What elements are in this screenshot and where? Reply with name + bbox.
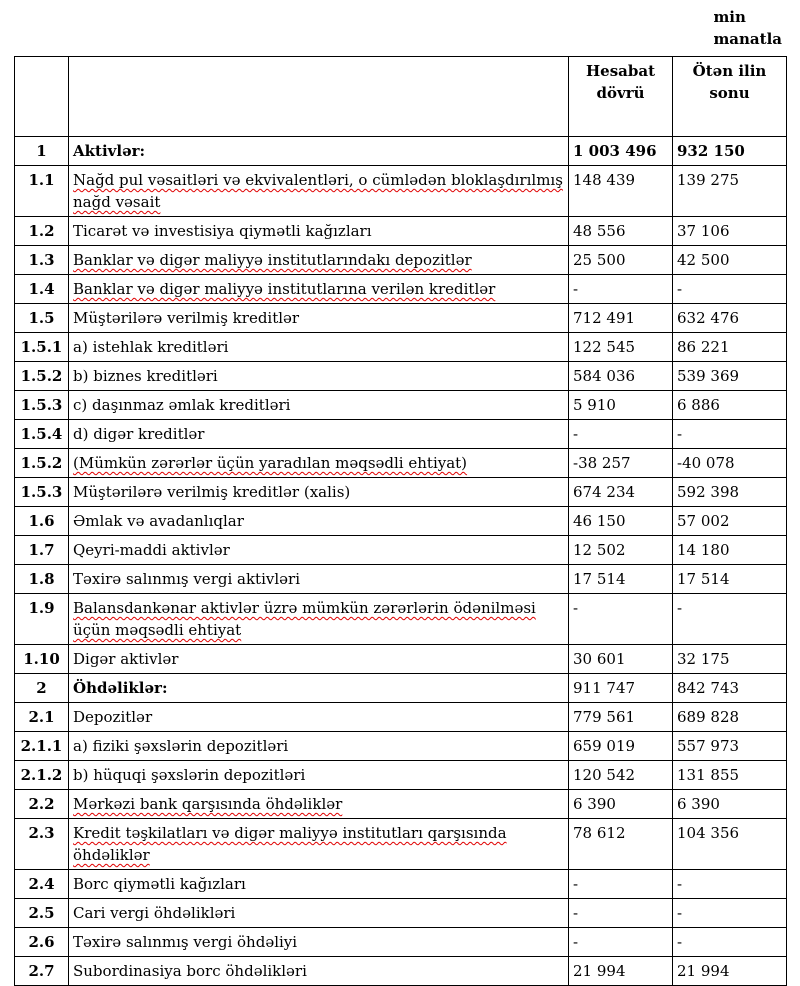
- table-row: [15, 674, 787, 703]
- row-previous-value: 539 369: [673, 362, 787, 391]
- row-previous-value: -: [673, 928, 787, 957]
- row-description: Təxirə salınmış vergi öhdəliyi: [69, 928, 569, 957]
- table-row: [15, 478, 787, 507]
- header-cell-number: [15, 57, 69, 137]
- table-row: [15, 703, 787, 732]
- row-previous-value: -: [673, 870, 787, 899]
- row-current-value: -: [569, 594, 673, 645]
- table-row: [15, 333, 787, 362]
- header-cell-end-of-last-year: Ötən ilin sonu: [673, 57, 787, 137]
- row-previous-value: 14 180: [673, 536, 787, 565]
- misspelled-text: Banklar və digər maliyyə institutlarındakı depozitlər: [73, 251, 472, 269]
- table-row: [15, 507, 787, 536]
- row-description: d) digər kreditlər: [69, 420, 569, 449]
- row-current-value: 5 910: [569, 391, 673, 420]
- row-previous-value: 6 886: [673, 391, 787, 420]
- misspelled-text: Nağd pul vəsaitləri və ekvivalentləri, o cümlədən bloklaşdırılmış nağd vəsait: [73, 171, 563, 211]
- row-description: b) hüquqi şəxslərin depozitləri: [69, 761, 569, 790]
- table-row: [15, 275, 787, 304]
- row-previous-value: 21 994: [673, 957, 787, 986]
- row-current-value: -: [569, 928, 673, 957]
- row-previous-value: 104 356: [673, 819, 787, 870]
- table-row: [15, 957, 787, 986]
- row-number: 1: [15, 137, 69, 166]
- table-row: [15, 391, 787, 420]
- row-number: 1.7: [15, 536, 69, 565]
- row-previous-value: 17 514: [673, 565, 787, 594]
- row-number: 2.1: [15, 703, 69, 732]
- table-row: [15, 819, 787, 870]
- row-number: 2.1.1: [15, 732, 69, 761]
- row-current-value: 48 556: [569, 217, 673, 246]
- table-row: [15, 304, 787, 333]
- row-number: 2.2: [15, 790, 69, 819]
- table-row: [15, 899, 787, 928]
- misspelled-text: (Mümkün zərərlər üçün yaradılan məqsədli ehtiyat): [73, 454, 468, 472]
- row-description: Cari vergi öhdəlikləri: [69, 899, 569, 928]
- row-current-value: 779 561: [569, 703, 673, 732]
- row-description: Öhdəliklər:: [69, 674, 569, 703]
- row-description: Qeyri-maddi aktivlər: [69, 536, 569, 565]
- row-previous-value: 131 855: [673, 761, 787, 790]
- row-description: [69, 790, 569, 819]
- row-current-value: 30 601: [569, 645, 673, 674]
- row-current-value: 712 491: [569, 304, 673, 333]
- row-description: [69, 819, 569, 870]
- row-number: 2.4: [15, 870, 69, 899]
- row-previous-value: 6 390: [673, 790, 787, 819]
- header-cell-description: [69, 57, 569, 137]
- row-description: Təxirə salınmış vergi aktivləri: [69, 565, 569, 594]
- row-description: Ticarət və investisiya qiymətli kağızları: [69, 217, 569, 246]
- table-row: [15, 217, 787, 246]
- row-description: Müştərilərə verilmiş kreditlər: [69, 304, 569, 333]
- row-current-value: 6 390: [569, 790, 673, 819]
- misspelled-text: Banklar və digər maliyyə institutlarına verilən kreditlər: [73, 280, 496, 298]
- row-current-value: 120 542: [569, 761, 673, 790]
- misspelled-text: Balansdankənar aktivlər üzrə mümkün zərərlərin ödənilməsi üçün məqsədli ehtiyat: [73, 599, 536, 639]
- table-body: [15, 137, 787, 986]
- row-current-value: 17 514: [569, 565, 673, 594]
- row-description: Əmlak və avadanlıqlar: [69, 507, 569, 536]
- table-row: [15, 565, 787, 594]
- row-description: [69, 594, 569, 645]
- table-row: [15, 928, 787, 957]
- row-previous-value: 139 275: [673, 166, 787, 217]
- row-description: [69, 246, 569, 275]
- table-row: [15, 790, 787, 819]
- row-number: 2: [15, 674, 69, 703]
- row-description: Borc qiymətli kağızları: [69, 870, 569, 899]
- unit-note: [713, 0, 782, 50]
- row-number: 1.5.4: [15, 420, 69, 449]
- row-number: 2.1.2: [15, 761, 69, 790]
- row-description: b) biznes kreditləri: [69, 362, 569, 391]
- row-description: a) fiziki şəxslərin depozitləri: [69, 732, 569, 761]
- row-previous-value: -: [673, 594, 787, 645]
- table-row: [15, 761, 787, 790]
- row-current-value: 122 545: [569, 333, 673, 362]
- row-current-value: 911 747: [569, 674, 673, 703]
- row-previous-value: 842 743: [673, 674, 787, 703]
- row-previous-value: -: [673, 899, 787, 928]
- row-description: Depozitlər: [69, 703, 569, 732]
- row-number: 1.1: [15, 166, 69, 217]
- misspelled-text: Mərkəzi bank qarşısında öhdəliklər: [73, 795, 343, 813]
- row-current-value: 12 502: [569, 536, 673, 565]
- table-row: [15, 536, 787, 565]
- row-description: [69, 166, 569, 217]
- row-number: 1.2: [15, 217, 69, 246]
- row-number: 2.6: [15, 928, 69, 957]
- row-description: Subordinasiya borc öhdəlikləri: [69, 957, 569, 986]
- table-header: [15, 57, 787, 137]
- row-previous-value: 86 221: [673, 333, 787, 362]
- row-current-value: -: [569, 275, 673, 304]
- unit-note-line1: min: [713, 8, 746, 26]
- header-cell-reporting-period: Hesabat dövrü: [569, 57, 673, 137]
- row-current-value: 46 150: [569, 507, 673, 536]
- row-number: 1.5.2: [15, 362, 69, 391]
- row-previous-value: 632 476: [673, 304, 787, 333]
- row-number: 2.3: [15, 819, 69, 870]
- row-previous-value: 557 973: [673, 732, 787, 761]
- row-current-value: 659 019: [569, 732, 673, 761]
- table-row: [15, 420, 787, 449]
- row-current-value: 148 439: [569, 166, 673, 217]
- row-number: 1.5.3: [15, 391, 69, 420]
- table-row: [15, 137, 787, 166]
- row-current-value: 674 234: [569, 478, 673, 507]
- row-description: Aktivlər:: [69, 137, 569, 166]
- table-row: [15, 362, 787, 391]
- table-row: [15, 870, 787, 899]
- row-previous-value: 42 500: [673, 246, 787, 275]
- row-number: 2.5: [15, 899, 69, 928]
- row-previous-value: 37 106: [673, 217, 787, 246]
- row-number: 1.5.3: [15, 478, 69, 507]
- row-previous-value: 57 002: [673, 507, 787, 536]
- row-current-value: -: [569, 899, 673, 928]
- misspelled-text: Kredit təşkilatları və digər maliyyə institutları qarşısında öhdəliklər: [73, 824, 507, 864]
- table-row: [15, 645, 787, 674]
- row-previous-value: 932 150: [673, 137, 787, 166]
- table-row: [15, 594, 787, 645]
- row-number: 1.6: [15, 507, 69, 536]
- row-number: 1.5.1: [15, 333, 69, 362]
- row-description: Digər aktivlər: [69, 645, 569, 674]
- row-number: 1.10: [15, 645, 69, 674]
- row-current-value: -: [569, 420, 673, 449]
- row-previous-value: -: [673, 275, 787, 304]
- row-description: c) daşınmaz əmlak kreditləri: [69, 391, 569, 420]
- row-current-value: 78 612: [569, 819, 673, 870]
- row-description: Müştərilərə verilmiş kreditlər (xalis): [69, 478, 569, 507]
- row-previous-value: -: [673, 420, 787, 449]
- row-description: a) istehlak kreditləri: [69, 333, 569, 362]
- row-current-value: -: [569, 870, 673, 899]
- row-number: 1.3: [15, 246, 69, 275]
- table-row: [15, 246, 787, 275]
- row-previous-value: -40 078: [673, 449, 787, 478]
- row-description: [69, 275, 569, 304]
- row-current-value: 21 994: [569, 957, 673, 986]
- unit-note-line2: manatla: [713, 30, 782, 48]
- row-previous-value: 689 828: [673, 703, 787, 732]
- row-previous-value: 32 175: [673, 645, 787, 674]
- row-description: [69, 449, 569, 478]
- row-current-value: 25 500: [569, 246, 673, 275]
- row-current-value: 1 003 496: [569, 137, 673, 166]
- table-row: [15, 449, 787, 478]
- header-row: [15, 57, 787, 137]
- row-number: 1.5: [15, 304, 69, 333]
- row-number: 1.9: [15, 594, 69, 645]
- balance-sheet-table: [14, 56, 787, 986]
- row-current-value: 584 036: [569, 362, 673, 391]
- row-number: 2.7: [15, 957, 69, 986]
- row-number: 1.8: [15, 565, 69, 594]
- row-number: 1.4: [15, 275, 69, 304]
- row-current-value: -38 257: [569, 449, 673, 478]
- table-row: [15, 732, 787, 761]
- row-number: 1.5.2: [15, 449, 69, 478]
- table-row: [15, 166, 787, 217]
- row-previous-value: 592 398: [673, 478, 787, 507]
